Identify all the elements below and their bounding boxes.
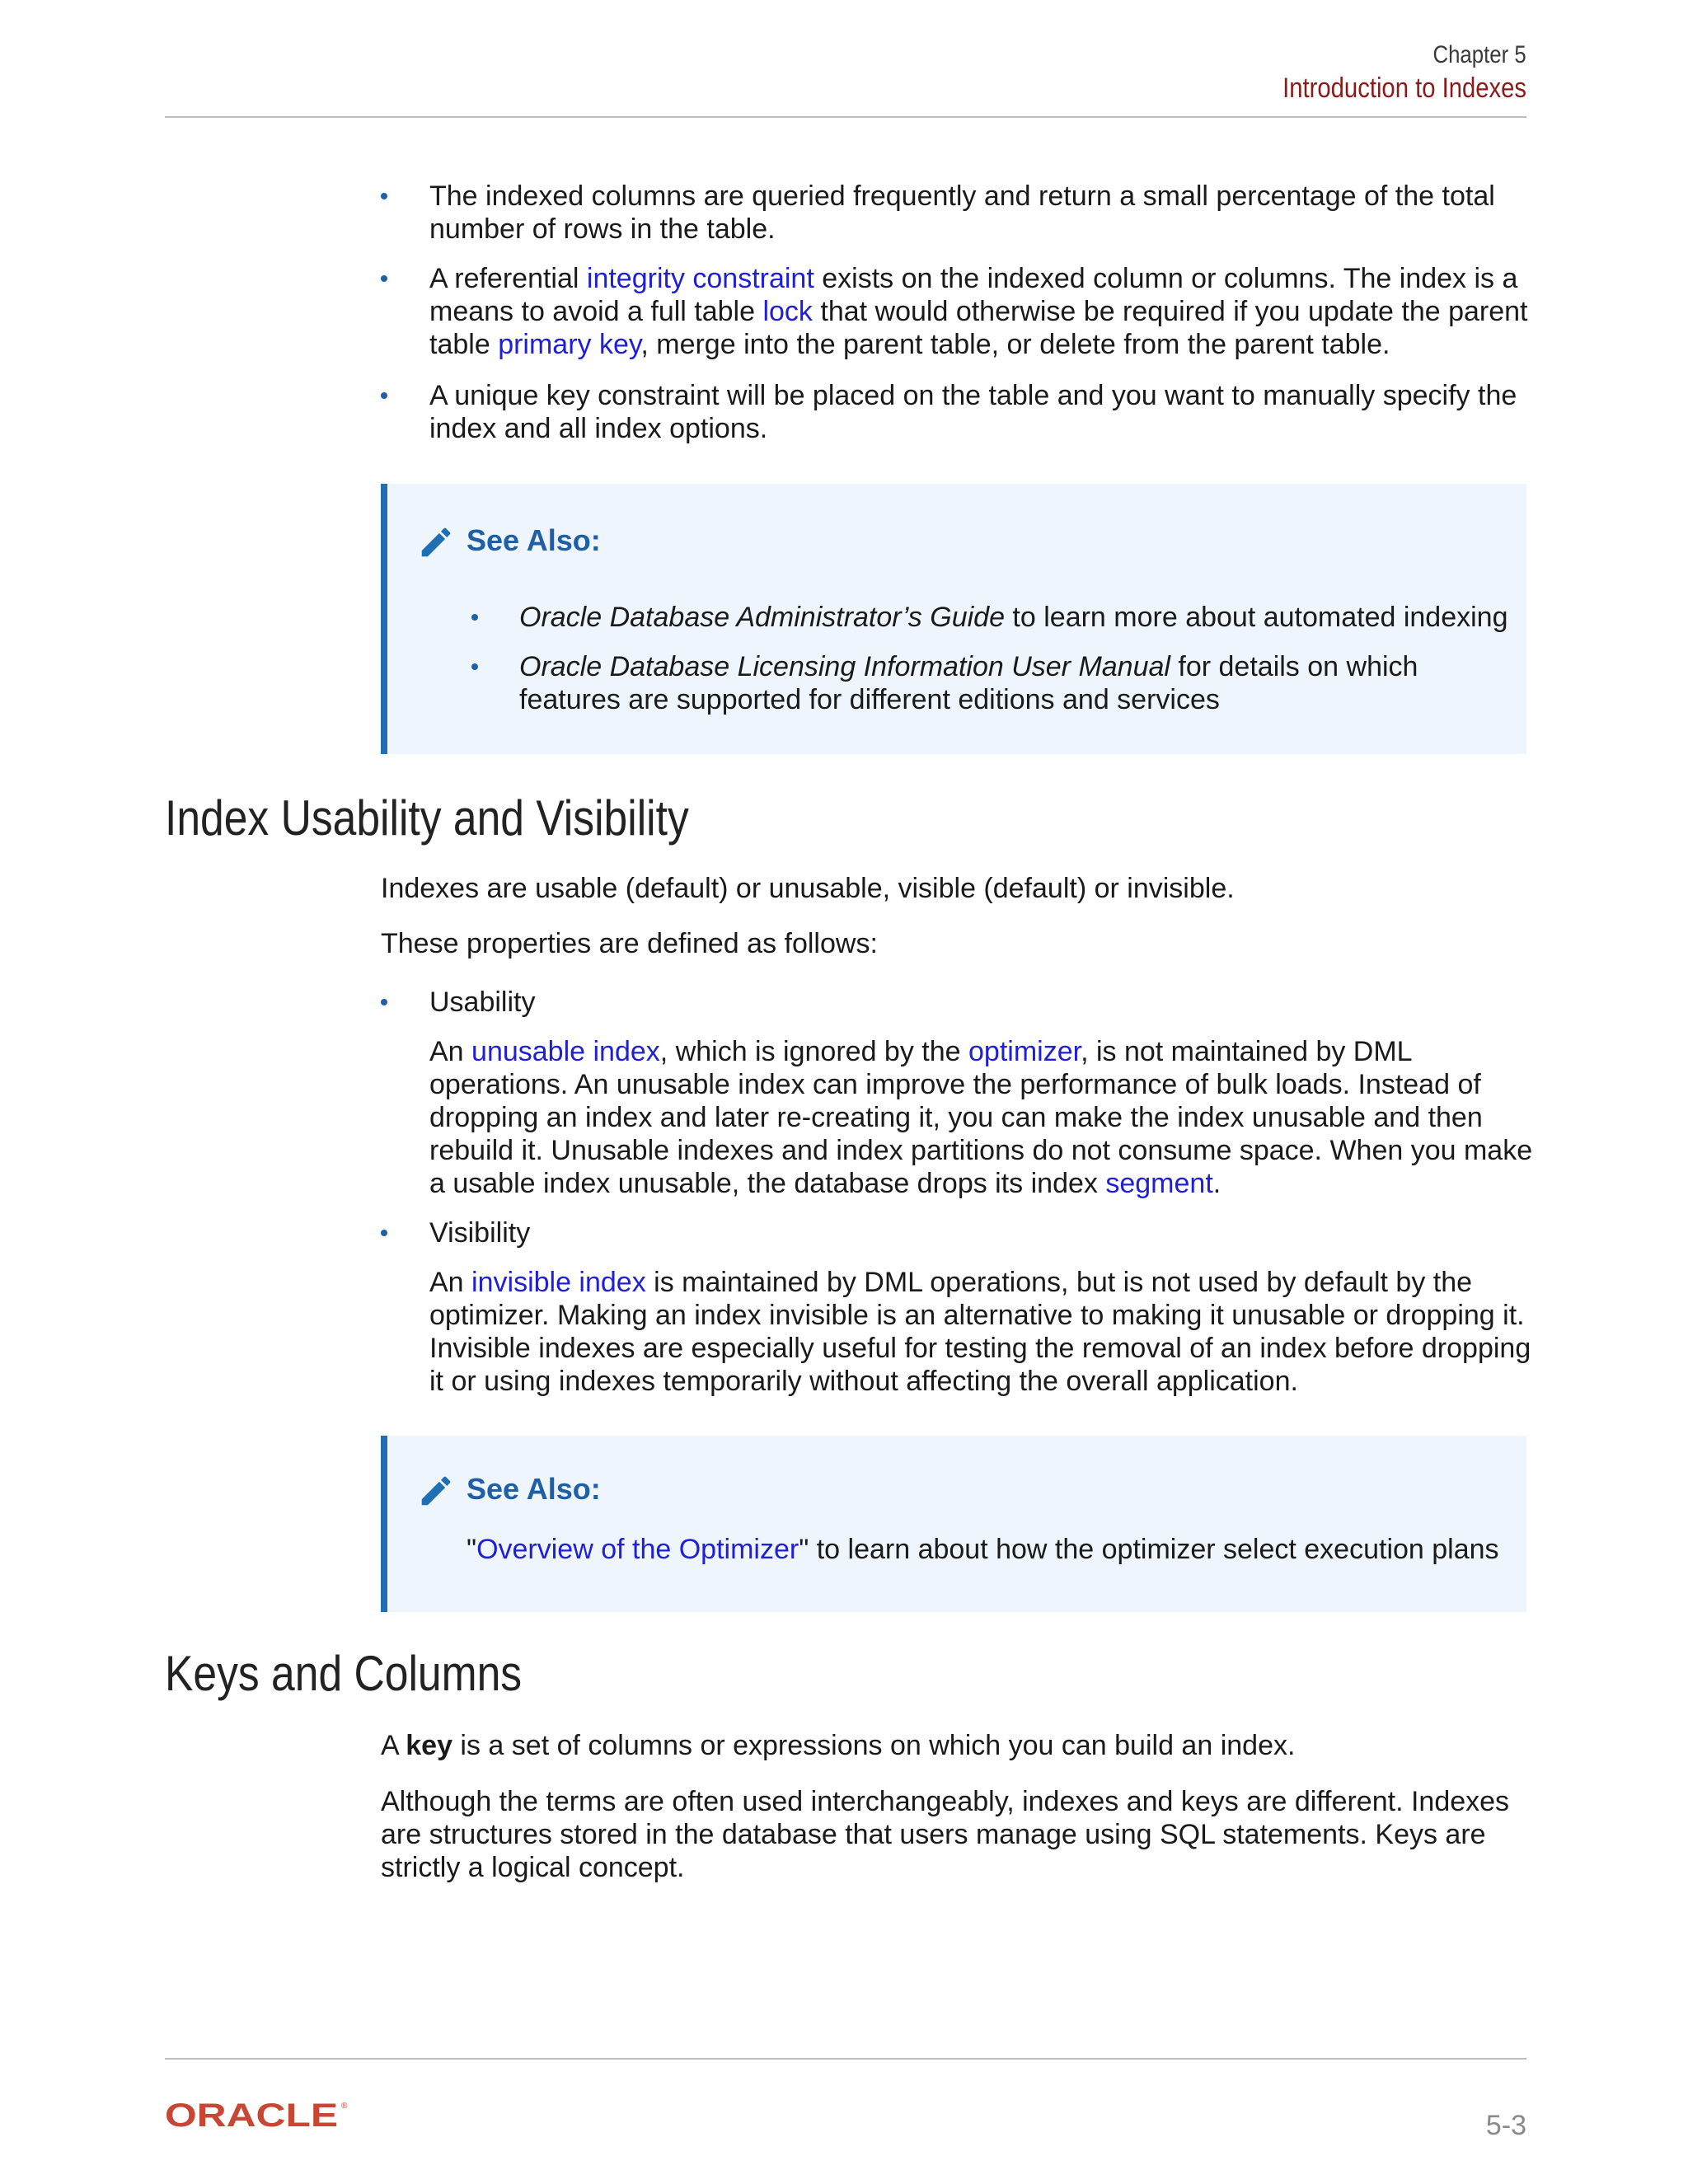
overview-optimizer-link[interactable]: Overview of the Optimizer xyxy=(476,1534,799,1565)
chapter-title: Introduction to Indexes xyxy=(1282,73,1526,104)
integrity-constraint-link[interactable]: integrity constraint xyxy=(586,263,814,294)
list-item: Oracle Database Administrator’s Guide to learn more about automated indexing xyxy=(519,602,1508,633)
see-also-title: See Also: xyxy=(467,1472,601,1506)
list-item: A unique key constraint will be placed on the table and you want to manually specify the index and all index options. xyxy=(429,380,1517,444)
usability-description: An unusable index, which is ignored by the optimizer, is not maintained by DML operations. An unusable index can improve the performance of bulk loads. Instead of dropping an index and later re-creating it, you can make the index unusable and then rebuild it. Unusable indexes and index partitions do not consume space. When you make a usable index unusable, the database drops its index segment. xyxy=(429,1036,1533,1199)
footer-rule xyxy=(165,2058,1526,2060)
unusable-index-link[interactable]: unusable index xyxy=(471,1036,660,1067)
list-item: A referential integrity constraint exists on the indexed column or columns. The index is a means to avoid a full table lock that would otherwise be required if you update the parent table primary key, merge into the parent table, or delete from the parent table. xyxy=(429,263,1528,360)
bullet-dot xyxy=(471,614,478,621)
header-rule xyxy=(165,116,1526,118)
svg-text:ORACLE: ORACLE xyxy=(165,2100,338,2130)
visibility-description: An invisible index is maintained by DML operations, but is not used by default by the optimizer. Making an index invisible is an alternative to making it unusable or dropping it. Invisible indexes are especially useful for testing the removal of an index before dropping it or using indexes temporarily without affecting the overall application. xyxy=(429,1267,1531,1397)
section-heading: Index Usability and Visibility xyxy=(165,790,689,846)
paragraph: Although the terms are often used interchangeably, indexes and keys are different. Indexes are structures stored in the database that users manage using SQL statements. Keys are strictly a logical concept. xyxy=(381,1786,1510,1883)
lock-link[interactable]: lock xyxy=(762,296,813,327)
key-term: key xyxy=(406,1730,452,1761)
bullet-dot xyxy=(381,392,387,399)
svg-text:®: ® xyxy=(341,2102,348,2111)
primary-key-link[interactable]: primary key xyxy=(498,329,641,360)
see-also-note xyxy=(381,1436,1526,1612)
paragraph: A key is a set of columns or expressions on which you can build an index. xyxy=(381,1730,1296,1761)
list-item: The indexed columns are queried frequently and return a small percentage of the total number of rows in the table. xyxy=(429,180,1495,245)
bullet-dot xyxy=(381,193,387,199)
pencil-icon xyxy=(417,523,455,561)
usability-label: Usability xyxy=(429,987,536,1018)
see-also-text: "Overview of the Optimizer" to learn about how the optimizer select execution plans xyxy=(467,1534,1499,1565)
pencil-icon xyxy=(417,1472,455,1510)
optimizer-link[interactable]: optimizer xyxy=(968,1036,1081,1067)
bullet-dot xyxy=(381,999,387,1005)
segment-link[interactable]: segment xyxy=(1105,1168,1213,1199)
page-number: 5-3 xyxy=(1485,2110,1526,2141)
bullet-dot xyxy=(381,1230,387,1236)
chapter-label: Chapter 5 xyxy=(1432,41,1526,68)
admin-guide-title: Oracle Database Administrator’s Guide xyxy=(519,602,1005,633)
section-heading: Keys and Columns xyxy=(165,1646,523,1701)
see-also-note xyxy=(381,484,1526,754)
list-item: Oracle Database Licensing Information User Manual for details on which features are supported for different editions and services xyxy=(519,651,1418,715)
bullet-dot xyxy=(471,663,478,670)
invisible-index-link[interactable]: invisible index xyxy=(471,1267,646,1298)
paragraph: These properties are defined as follows: xyxy=(381,928,878,959)
oracle-logo xyxy=(165,2100,354,2130)
see-also-title: See Also: xyxy=(467,523,601,557)
paragraph: Indexes are usable (default) or unusable, visible (default) or invisible. xyxy=(381,873,1235,904)
licensing-manual-title: Oracle Database Licensing Information User Manual xyxy=(519,651,1170,682)
bullet-dot xyxy=(381,275,387,282)
visibility-label: Visibility xyxy=(429,1217,531,1249)
